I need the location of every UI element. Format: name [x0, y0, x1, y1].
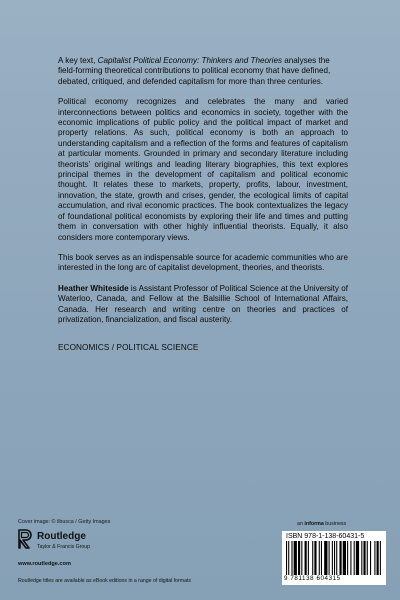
subject-category: ECONOMICS / POLITICAL SCIENCE: [58, 343, 199, 353]
barcode-bar: [291, 541, 292, 575]
publisher-group: Taylor & Francis Group: [37, 544, 91, 550]
barcode-bar: [361, 541, 362, 575]
informa-business-note: [297, 521, 346, 527]
barcode-bar: [380, 541, 381, 575]
informa-brand: informa: [304, 521, 324, 527]
barcode-bar: [339, 541, 341, 575]
isbn: ISBN 978-1-138-60431-5: [286, 533, 365, 540]
blurb-paragraph-2: Political economy recognizes and celebrates the many and varied interconnections between politics and economics in society, together with the economic implications of public policy and the political impact of market and property relations. As such, political economy is both an approach to understanding capitalism and a reflection of the forms and features of capitalism at particular moments. Grounded in primary and secondary literature including theorists’ original writings and leading literary biographies, this text explores principal themes in the development of capitalism and political economic thought. It relates these to markets, property, profits, labour, investment, innovation, the state, growth and crises, gender, the ecological limits of capital accumulation, and rival economic practices. The book contextualizes the legacy of foundational political economists by exploring their life and times and putting them in conversation with other highly influential theorists. Equally, it also considers more contemporary views.: [58, 97, 348, 242]
barcode-bar: [312, 541, 313, 575]
blurb-paragraph-1: [58, 56, 348, 87]
barcode-bar: [329, 541, 330, 575]
publisher-website: www.routledge.com: [18, 561, 71, 567]
barcode-bar: [314, 541, 316, 575]
barcode-bar: [301, 541, 302, 575]
barcode-bar: [354, 541, 355, 575]
publisher-name: Routledge: [37, 531, 86, 542]
informa-suffix: business: [323, 521, 347, 527]
author-bio-text: is Assistant Professor of Political Science at the University of Waterloo, Canada, and Fellow at the Balsillie School of International Affairs, Canada. Her research and writing centre on theories and practices of privatization, financialization, and fiscal austerity.: [58, 283, 348, 324]
barcode-bar: [294, 541, 297, 575]
blurb: [58, 56, 348, 354]
barcode-bar: [350, 541, 351, 575]
barcode-bar: [374, 541, 375, 575]
barcode-bar: [363, 541, 365, 575]
informa-prefix: an: [297, 521, 305, 527]
author-name: Heather Whiteside: [58, 283, 129, 293]
barcode-bar: [321, 541, 322, 575]
barcode-bar: [319, 541, 320, 575]
barcode-bar: [377, 541, 379, 575]
barcode-digits: 9 781138 604315: [284, 575, 341, 582]
blurb-paragraph-3: This book serves as an indispensable source for academic communities who are interested in the long arc of capitalist development, theories, and theorists.: [58, 252, 348, 273]
barcode-bar: [347, 541, 348, 575]
barcode-bar: [336, 541, 337, 575]
barcode-bar: [332, 541, 333, 575]
author-bio: [58, 284, 348, 326]
barcode-bar: [343, 541, 346, 575]
barcode-bar: [356, 541, 359, 575]
ebook-note: Routledge titles are available as eBook editions in a range of digital formats: [18, 578, 192, 584]
barcode-bar: [370, 541, 371, 575]
barcode-bar: [305, 541, 307, 575]
barcode-bar: [288, 541, 289, 575]
blurb-intro: A key text,: [58, 56, 98, 65]
barcode-bar: [367, 541, 368, 575]
routledge-r-logo-icon: [17, 529, 33, 549]
barcode-bar: [286, 541, 287, 575]
blurb-intro-rest: analyses the field-forming theoretical contributions to political economy that have defined, debated, critiqued, and defended capitalism for more than three centuries.: [58, 56, 331, 86]
barcode-bar: [334, 541, 335, 575]
publisher-logo: [17, 529, 127, 555]
barcode-bar: [298, 541, 300, 575]
cover-image-credit: Cover image: © ilbusca / Getty Images: [18, 519, 111, 525]
book-title: Capitalist Political Economy: Thinkers and Theories: [97, 56, 283, 65]
barcode: [286, 541, 382, 575]
barcode-block: [282, 531, 386, 585]
barcode-bar: [324, 541, 327, 575]
barcode-bar: [308, 541, 309, 575]
